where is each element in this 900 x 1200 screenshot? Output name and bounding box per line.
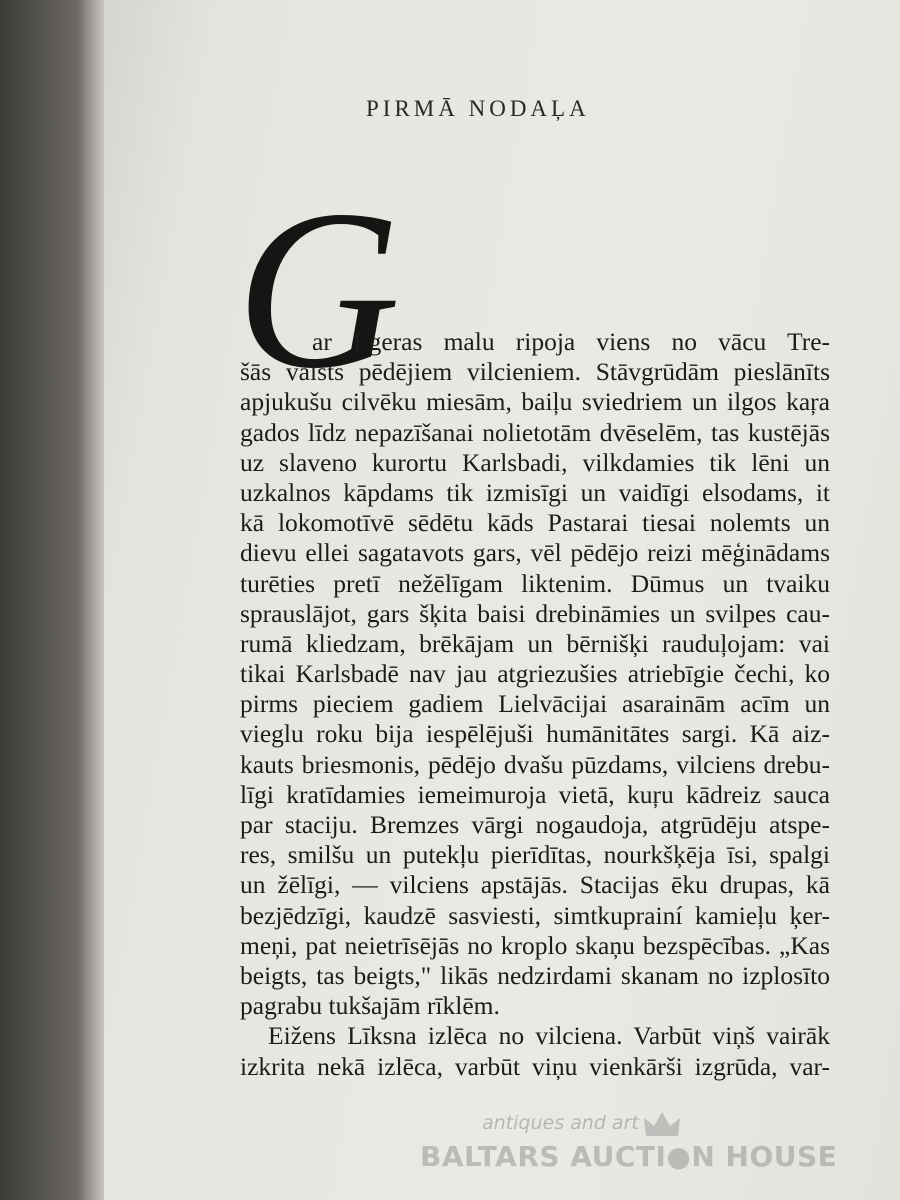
text-line: beigts, tas beigts," likās nedzirdami skanam no izplosīto [240,960,830,990]
text-line: res, smilšu un putekļu pierīdītas, nourkšķēja īsi, spalgi [240,840,830,870]
text-line: pirms pieciem gadiem Lielvācijai asarainām acīm un [240,689,830,719]
text-line: līgi kratīdamies iemeimuroja vietā, kuŗu kādreiz sauca [240,779,830,809]
text-line: sprauslājot, gars šķita baisi drebināmies un svilpes cau- [240,598,830,628]
text-line: kauts briesmonis, pēdējo dvašu pūzdams, vilciens drebu- [240,749,830,779]
text-line: Eižens Līksna izlēca no vilciena. Varbūt viņš vairāk [268,1021,830,1051]
text-line: meņi, pat neietrīsējās no kroplo skaņu bezspēcības. „Kas [240,930,830,960]
watermark-tagline: antiques and art [482,1112,639,1134]
auction-watermark [420,1110,838,1190]
text-line: ar Egeras malu ripoja viens no vācu Tre- [312,327,830,356]
text-line: rumā kliedzam, brēkājam un bērnišķi rauduļojam: vai [240,628,830,658]
drop-cap-letter: G [236,164,401,416]
crown-icon [642,1110,682,1140]
watermark-brand: BALTARS AUCTI●N HOUSE [420,1140,838,1173]
text-line: un žēlīgi, — vilciens apstājās. Stacijas ēku drupas, kā [240,870,830,900]
text-line: tikai Karlsbadē nav jau atgriezušies atriebīgie čechi, ko [240,659,830,689]
text-line: bezjēdzīgi, kaudzē sasviesti, simtkuprainí kamieļu ķer- [240,900,830,930]
text-line: apjukušu cilvēku miesām, baiļu sviedriem un ilgos kaŗa [240,387,830,417]
book-gutter [0,0,110,1200]
text-line: šās valsts pēdējiem vilcieniem. Stāvgrūdām pieslānīts [240,357,830,387]
text-line: uzkalnos kāpdams tik izmisīgi un vaidīgi elsodams, it [240,477,830,507]
text-line: vieglu roku bija iespēlējuši humānitātes sargi. Kā aiz- [240,719,830,749]
body-text [240,327,830,1082]
text-line: uz slaveno kurortu Karlsbadi, vilkdamies tik lēni un [240,447,830,477]
text-line: pagrabu tukšajām rīklēm. [240,991,500,1021]
chapter-title: PIRMĀ NODAĻA [366,96,590,121]
text-line: izkrita nekā izlēca, varbūt viņu vienkārši izgrūda, var- [240,1051,830,1081]
text-line: gados līdz nepazīšanai nolietotām dvēselēm, tas kustējās [240,417,830,447]
text-line: dievu ellei sagatavots gars, vēl pēdējo reizi mēģinādams [240,538,830,568]
text-line: kā lokomotīvē sēdētu kāds Pastarai tiesai nolemts un [240,508,830,538]
text-line: par staciju. Bremzes vārgi nogaudoja, atgrūdēju atspe- [240,810,830,839]
text-line: turēties pretī nežēlīgam liktenim. Dūmus un tvaiku [240,568,830,598]
